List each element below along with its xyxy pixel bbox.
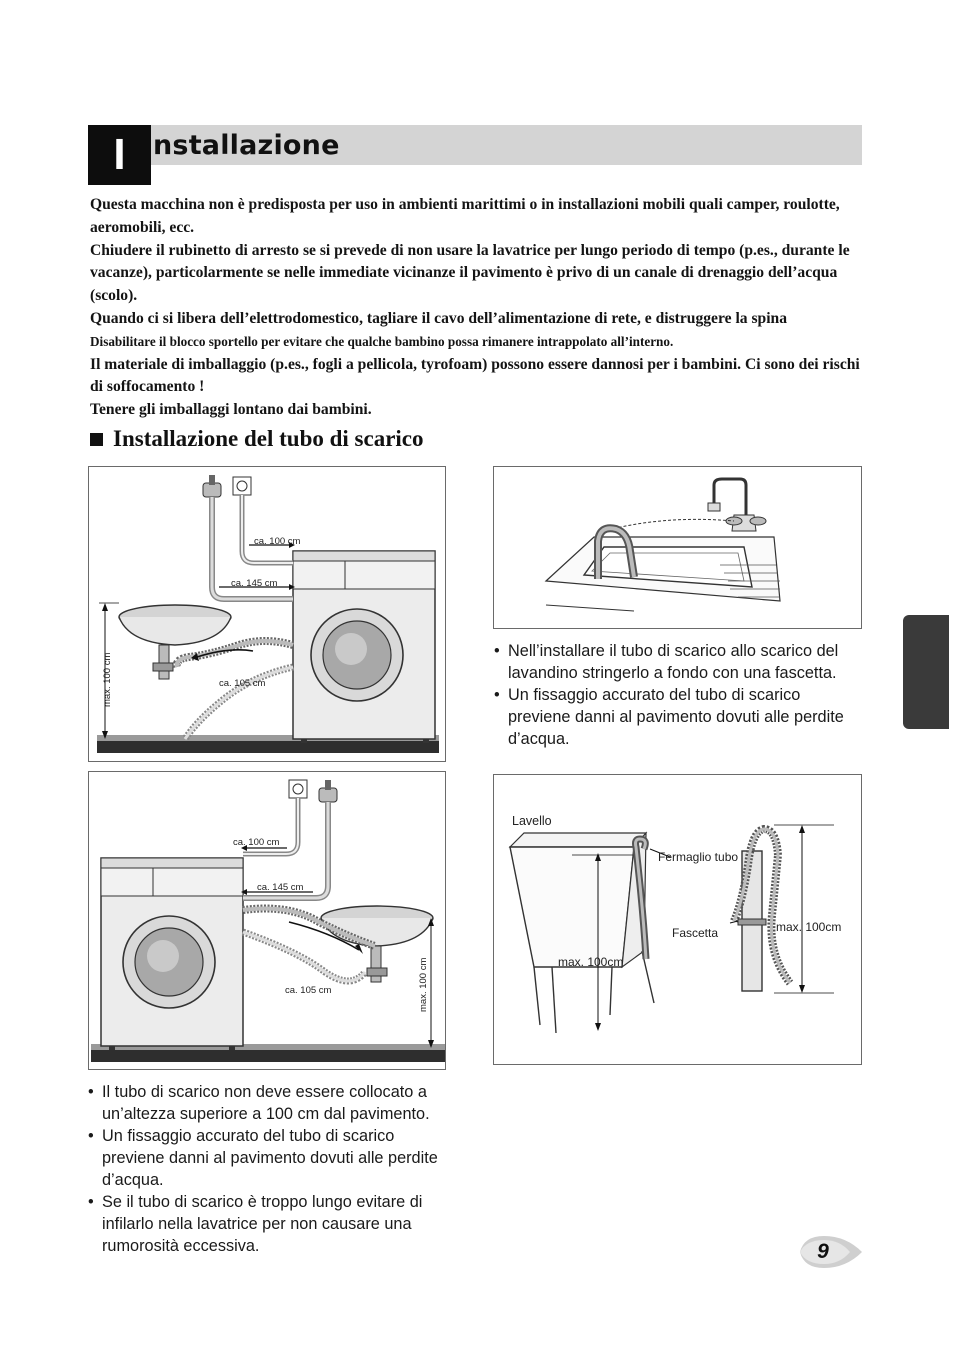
label-max-standpipe: max. 100cm [776, 920, 842, 934]
dimension-label-100: ca. 100 cm [233, 837, 280, 848]
title-initial: I [88, 125, 151, 185]
dimension-label-100: ca. 100 cm [254, 536, 301, 547]
intro-paragraph-1: Questa macchina non è predisposta per uso in ambienti marittimi o in installazioni mobili quali camper, roulotte, aeromobili, ecc. [90, 196, 840, 236]
page-title: nstallazione [153, 129, 340, 161]
page-number: 9 [817, 1240, 829, 1263]
dimension-label-105: ca. 105 cm [219, 678, 266, 689]
figure-laundry-tub-standpipe [493, 774, 862, 1065]
square-bullet-icon [90, 433, 103, 446]
kitchen-sink-illustration [494, 467, 863, 630]
label-lavello: Lavello [512, 814, 552, 828]
intro-text [90, 194, 860, 422]
left-bullet-list [88, 1081, 458, 1257]
dimension-label-max: max. 100 cm [418, 957, 429, 1012]
figure-drain-to-sink-right [88, 771, 446, 1070]
list-item: • Se il tubo di scarico è troppo lungo evitare di infilarlo nella lavatrice per non causare una rumorosità eccessiva. [88, 1191, 458, 1257]
washer-sink-illustration [89, 467, 447, 763]
list-item: • Nell’installare il tubo di scarico allo scarico del lavandino stringerlo a fondo con una fascetta. [494, 640, 864, 684]
figure-hose-on-sink [493, 466, 862, 629]
intro-paragraph-4: Disabilitare il blocco sportello per evitare che qualche bambino possa rimanere intrappolato all’interno. [90, 333, 674, 349]
intro-paragraph-2: Chiudere il rubinetto di arresto se si prevede di non usare la lavatrice per lungo periodo di tempo (p.es., durante le vacanze), particolarmente se nelle immediate vicinanze il pavimento è privo di un canale di drenaggio dell’acqua (scolo). [90, 241, 850, 305]
list-item: • Il tubo di scarico non deve essere collocato a un’altezza superiore a 100 cm dal pavimento. [88, 1081, 458, 1125]
dimension-label-105: ca. 105 cm [285, 985, 332, 996]
label-max-tub: max. 100cm [558, 955, 624, 969]
dimension-label-max: max. 100 cm [102, 652, 113, 707]
section-heading [90, 426, 424, 452]
washer-sink-illustration-mirrored [89, 772, 447, 1071]
list-item: • Un fissaggio accurato del tubo di scarico previene danni al pavimento dovuti alle perdite d’acqua. [494, 684, 864, 750]
intro-paragraph-3: Quando ci si libera dell’elettrodomestico, tagliare il cavo dell’alimentazione di rete, e distruggere la spina [90, 309, 788, 327]
laundry-tub-illustration [494, 775, 863, 1066]
dimension-label-145: ca. 145 cm [257, 882, 304, 893]
section-heading-text: Installazione del tubo di scarico [113, 426, 424, 451]
figure-drain-to-sink-left [88, 466, 446, 762]
label-fascetta: Fascetta [672, 926, 719, 940]
intro-paragraph-5: Il materiale di imballaggio (p.es., fogli a pellicola, tyrofoam) possono essere dannosi per i bambini. Ci sono dei rischi di soffocamento ! [90, 355, 860, 396]
right-bullet-list [494, 640, 864, 750]
label-fermaglio-tubo: Fermaglio tubo [658, 850, 739, 864]
chapter-tab [903, 615, 949, 729]
list-item: • Un fissaggio accurato del tubo di scarico previene danni al pavimento dovuti alle perdite d’acqua. [88, 1125, 458, 1191]
page-number-badge [798, 1232, 864, 1272]
intro-paragraph-6: Tenere gli imballaggi lontano dai bambini. [90, 401, 372, 419]
dimension-label-145: ca. 145 cm [231, 578, 278, 589]
